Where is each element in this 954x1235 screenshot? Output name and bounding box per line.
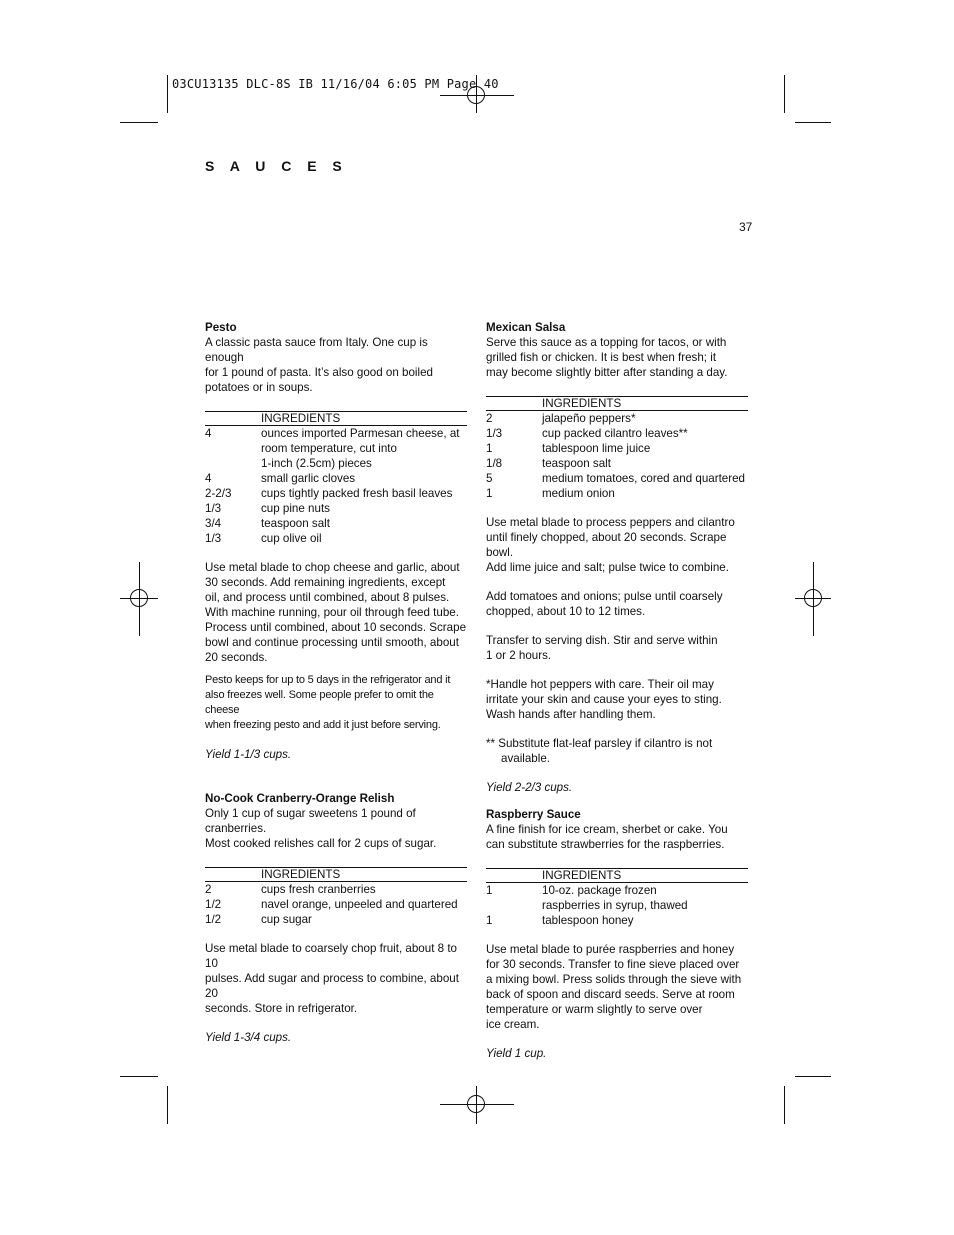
- recipe-intro: A classic pasta sauce from Italy. One cup is enough for 1 pound of pasta. It’s also good on boiled potatoes or in soups.: [205, 336, 433, 394]
- recipe-method: Use metal blade to chop cheese and garlic, about 30 seconds. Add remaining ingredients, except oil, and process until combined, about 8 pulses. With machine running, pour oil through feed tube. Process until combined, about 10 seconds. Scrape bowl and continue processing until smooth, about 20 seconds.: [205, 561, 467, 664]
- recipe-yield: Yield 1 cup.: [486, 1047, 547, 1060]
- recipe-intro: A fine finish for ice cream, sherbet or cake. You can substitute strawberries for the raspberries.: [486, 823, 728, 851]
- recipe-raspberry-sauce: [486, 807, 748, 1061]
- recipe-yield: Yield 1-3/4 cups.: [205, 1031, 292, 1044]
- ingredient-row: raspberries in syrup, thawed: [542, 899, 688, 912]
- ingredient-row: 4 ounces imported Parmesan cheese, at: [205, 427, 460, 440]
- recipe-method: Use metal blade to coarsely chop fruit, about 8 to 10 pulses. Add sugar and process to combine, about 20 seconds. Store in refrigerator.: [205, 942, 459, 1015]
- ingredient-row: 2 jalapeño peppers*: [486, 412, 636, 425]
- recipe-intro: Serve this sauce as a topping for tacos, or with grilled fish or chicken. It is best when fresh; it may become slightly bitter after standing a day.: [486, 336, 728, 379]
- ingredient-row: 1/8 teaspoon salt: [486, 457, 611, 470]
- ingredient-row: 1 medium onion: [486, 487, 615, 500]
- recipe-title: Mexican Salsa: [486, 321, 566, 334]
- recipe-note: *Handle hot peppers with care. Their oil may irritate your skin and cause your eyes to sting. Wash hands after handling them. ** Substitute flat-leaf parsley if cilantro is not available.: [486, 678, 722, 765]
- ingredient-row: 1/2 cup sugar: [205, 913, 312, 926]
- recipe-yield: Yield 2-2/3 cups.: [486, 781, 573, 794]
- ingredients-header: INGREDIENTS: [205, 867, 467, 882]
- ingredient-row: 2-2/3 cups tightly packed fresh basil leaves: [205, 487, 453, 500]
- ingredient-row: 5 medium tomatoes, cored and quartered: [486, 472, 746, 485]
- recipe-pesto: [205, 320, 467, 762]
- ingredient-row: 1/3 cup packed cilantro leaves**: [486, 427, 688, 440]
- ingredient-row: 1 10-oz. package frozen: [486, 884, 657, 897]
- ingredients-list: [486, 411, 748, 501]
- ingredient-row: 4 small garlic cloves: [205, 472, 356, 485]
- recipe-method: Use metal blade to purée raspberries and honey for 30 seconds. Transfer to fine sieve placed over a mixing bowl. Press solids through the sieve with back of spoon and discard seeds. Serve at room temperature or warm slightly to serve over ice cream.: [486, 943, 742, 1031]
- ingredient-row: 2 cups fresh cranberries: [205, 883, 376, 896]
- ingredient-row: room temperature, cut into: [261, 442, 397, 455]
- ingredients-list: [205, 882, 467, 927]
- recipe-title: Pesto: [205, 321, 237, 334]
- left-column: [205, 320, 467, 1045]
- recipe-intro: Only 1 cup of sugar sweetens 1 pound of cranberries. Most cooked relishes call for 2 cups of sugar.: [205, 807, 437, 850]
- ingredient-row: 1 tablespoon honey: [486, 914, 634, 927]
- recipe-mexican-salsa: [486, 320, 748, 795]
- ingredients-list: [205, 426, 467, 546]
- recipe-title: Raspberry Sauce: [486, 808, 581, 821]
- ingredient-row: 1-inch (2.5cm) pieces: [261, 457, 372, 470]
- print-slug: 03CU13135 DLC-8S IB 11/16/04 6:05 PM Page 40: [172, 77, 499, 91]
- right-column: [486, 320, 748, 1061]
- recipe-method: Use metal blade to process peppers and cilantro until finely chopped, about 20 seconds. Scrape bowl. Add lime juice and salt; pulse twice to combine. Add tomatoes and onions; pulse until coarsely chopped, about 10 to 12 times. Transfer to serving dish. Stir and serve within 1 or 2 hours.: [486, 516, 735, 662]
- recipe-note: Pesto keeps for up to 5 days in the refrigerator and it also freezes well. Some people prefer to omit the cheese when freezing pesto and add it just before serving.: [205, 674, 451, 731]
- ingredients-header: INGREDIENTS: [486, 396, 748, 411]
- ingredient-row: 3/4 teaspoon salt: [205, 517, 330, 530]
- recipe-cranberry-relish: [205, 791, 467, 1045]
- recipe-yield: Yield 1-1/3 cups.: [205, 748, 292, 761]
- section-title: S A U C E S: [205, 158, 348, 174]
- ingredients-header: INGREDIENTS: [486, 868, 748, 883]
- ingredients-header: INGREDIENTS: [205, 411, 467, 426]
- ingredients-list: [486, 883, 748, 928]
- ingredient-row: 1/3 cup olive oil: [205, 532, 322, 545]
- recipe-title: No-Cook Cranberry-Orange Relish: [205, 792, 395, 805]
- ingredient-row: 1/2 navel orange, unpeeled and quartered: [205, 898, 458, 911]
- page-number: 37: [739, 220, 753, 234]
- ingredient-row: 1/3 cup pine nuts: [205, 502, 330, 515]
- ingredient-row: 1 tablespoon lime juice: [486, 442, 651, 455]
